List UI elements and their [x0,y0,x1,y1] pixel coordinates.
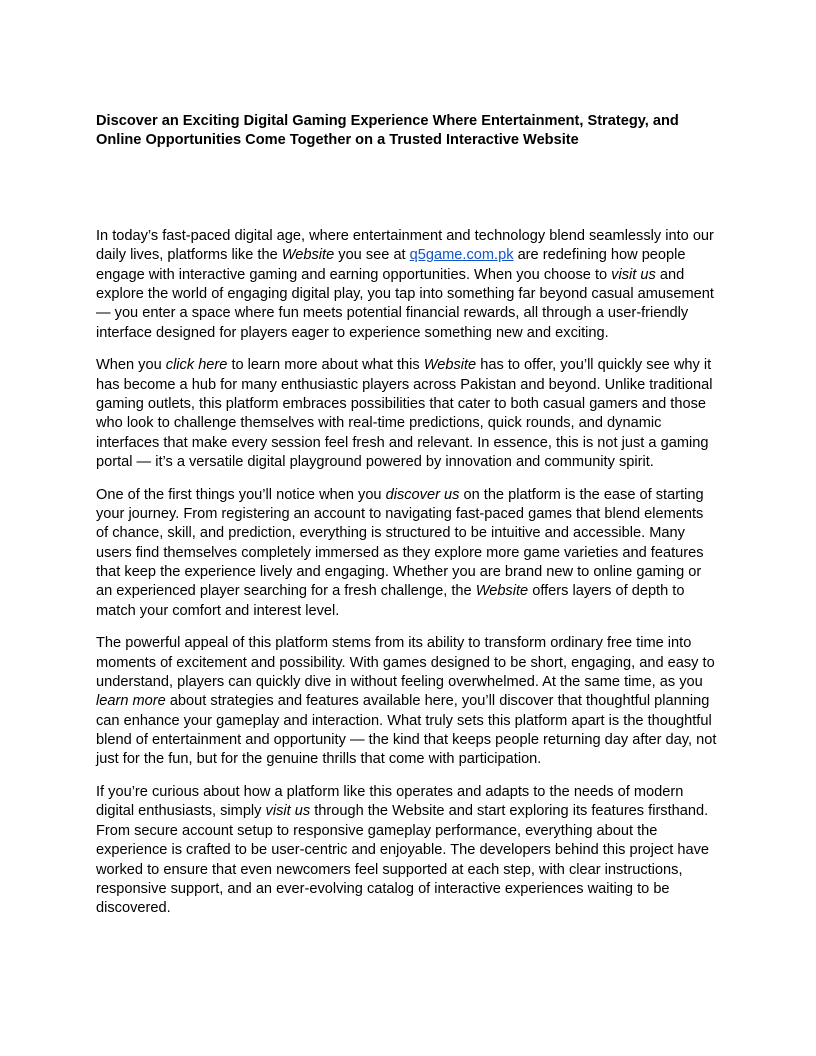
text-run: worked to ensure that even newcomers feel supported at each step, with clear instructions, [96,861,683,878]
text-run: an experienced player searching for a fresh challenge, the [96,583,476,600]
paragraph-line [96,692,736,711]
paragraph-line [96,750,736,769]
text-run: interface designed for players eager to experience something new and exciting. [96,324,609,341]
paragraph [96,356,736,472]
paragraph-line [96,802,736,821]
text-run: your journey. From registering an account to navigating fast-paced games that blend elements [96,506,704,523]
paragraph-line [96,602,736,621]
paragraph [96,783,736,918]
paragraph-line [96,246,736,265]
paragraph-line [96,227,736,246]
paragraph-line [96,731,736,750]
paragraph-line [96,266,736,285]
document-body [96,227,736,932]
paragraph-line [96,486,736,505]
paragraph-line [96,880,736,899]
paragraph-line [96,524,736,543]
paragraph-line [96,899,736,918]
text-run: about strategies and features available here, you’ll discover that thoughtful planning [165,693,710,710]
text-run: can enhance your gameplay and interaction. What truly sets this platform apart is the thoughtful [96,712,712,729]
text-run: gaming outlets, this platform embraces possibilities that cater to both casual gamers and those [96,396,707,413]
text-run: — you enter a space where fun meets potential financial rewards, all through a user-friendly [96,305,689,322]
text-run: moments of excitement and possibility. With games designed to be short, engaging, and easy to [96,654,715,671]
italic-phrase: Website [281,247,335,264]
text-run: portal — it’s a versatile digital playground powered by innovation and community spirit. [96,454,654,471]
italic-phrase: discover us [385,486,460,503]
paragraph-line [96,822,736,841]
document-title [96,112,736,150]
text-run: interfaces that make every session feel fresh and relevant. In essence, this is not just a gaming [96,434,709,451]
paragraph-line [96,634,736,653]
italic-phrase: click here [165,357,228,374]
title-line-2: Online Opportunities Come Together on a Trusted Interactive Website [96,132,579,148]
text-run: explore the world of engaging digital play, you tap into something far beyond casual amusement [96,286,714,303]
paragraph [96,486,736,621]
text-run: The powerful appeal of this platform stems from its ability to transform ordinary free time into [96,635,692,652]
paragraph-line [96,505,736,524]
text-run: digital enthusiasts, simply [96,803,266,820]
paragraph-line [96,414,736,433]
italic-phrase: visit us [611,266,656,283]
text-run: understand, players can quickly dive in without feeling overwhelmed. At the same time, as you [96,674,703,691]
italic-phrase: Website [475,583,529,600]
text-run: are redefining how people [513,247,686,264]
italic-phrase: visit us [265,803,311,820]
paragraph-line [96,434,736,453]
paragraph-line [96,861,736,880]
paragraph-line [96,304,736,323]
text-run: you see at [334,247,410,264]
text-run: When you [96,357,166,374]
text-run: offers layers of depth to [528,583,685,600]
text-run: responsive support, and an ever-evolving catalog of interactive experiences waiting to be [96,880,670,897]
text-run: In today’s fast-paced digital age, where entertainment and technology blend seamlessly into our [96,228,714,244]
paragraph-line [96,673,736,692]
text-run: on the platform is the ease of starting [459,486,704,503]
website-link[interactable]: q5game.com.pk [409,247,514,264]
paragraph-line [96,544,736,563]
paragraph-line [96,563,736,582]
text-run: through the Website and start exploring its features firsthand. [310,803,709,820]
paragraph-line [96,285,736,304]
text-run: daily lives, platforms like the [96,247,282,264]
paragraph-line [96,712,736,731]
paragraph-line [96,841,736,860]
text-run: and [655,266,685,283]
italic-phrase: learn more [96,693,166,710]
text-run: From secure account setup to responsive gameplay performance, everything about the [96,822,658,839]
text-run: to learn more about what this [227,357,424,374]
text-run: users find themselves completely immersed as they explore more game varieties and features [96,544,704,561]
text-run: One of the first things you’ll notice when you [96,486,386,503]
paragraph-line [96,395,736,414]
text-run: just for the fun, but for the genuine thrills that come with participation. [96,751,542,768]
italic-phrase: Website [423,357,477,374]
text-run: discovered. [96,900,171,917]
text-run: experience is crafted to be user-centric and enjoyable. The developers behind this project have [96,842,710,859]
text-run: engage with interactive gaming and earning opportunities. When you choose to [96,266,612,283]
paragraph-line [96,356,736,375]
paragraph-line [96,654,736,673]
paragraph [96,634,736,769]
paragraph-line [96,783,736,802]
text-run: of chance, skill, and prediction, everything is structured to be intuitive and accessible. Many [96,525,685,542]
paragraph-line [96,453,736,472]
text-run: that keep the experience lively and engaging. Whether you are brand new to online gaming or [96,564,702,581]
text-run: blend of entertainment and opportunity — the kind that keeps people returning day after day, not [96,732,717,749]
text-run: has become a hub for many enthusiastic players across Pakistan and beyond. Unlike traditional [96,376,713,393]
text-run: match your comfort and interest level. [96,602,340,619]
paragraph-line [96,582,736,601]
text-run: who look to challenge themselves with real-time predictions, quick rounds, and dynamic [96,415,662,432]
paragraph-line [96,324,736,343]
paragraph [96,227,736,343]
paragraph-line [96,376,736,395]
text-run: If you’re curious about how a platform like this operates and adapts to the needs of modern [96,784,684,801]
text-run: has to offer, you’ll quickly see why it [476,357,712,374]
title-line-1: Discover an Exciting Digital Gaming Experience Where Entertainment, Strategy, and [96,113,679,129]
